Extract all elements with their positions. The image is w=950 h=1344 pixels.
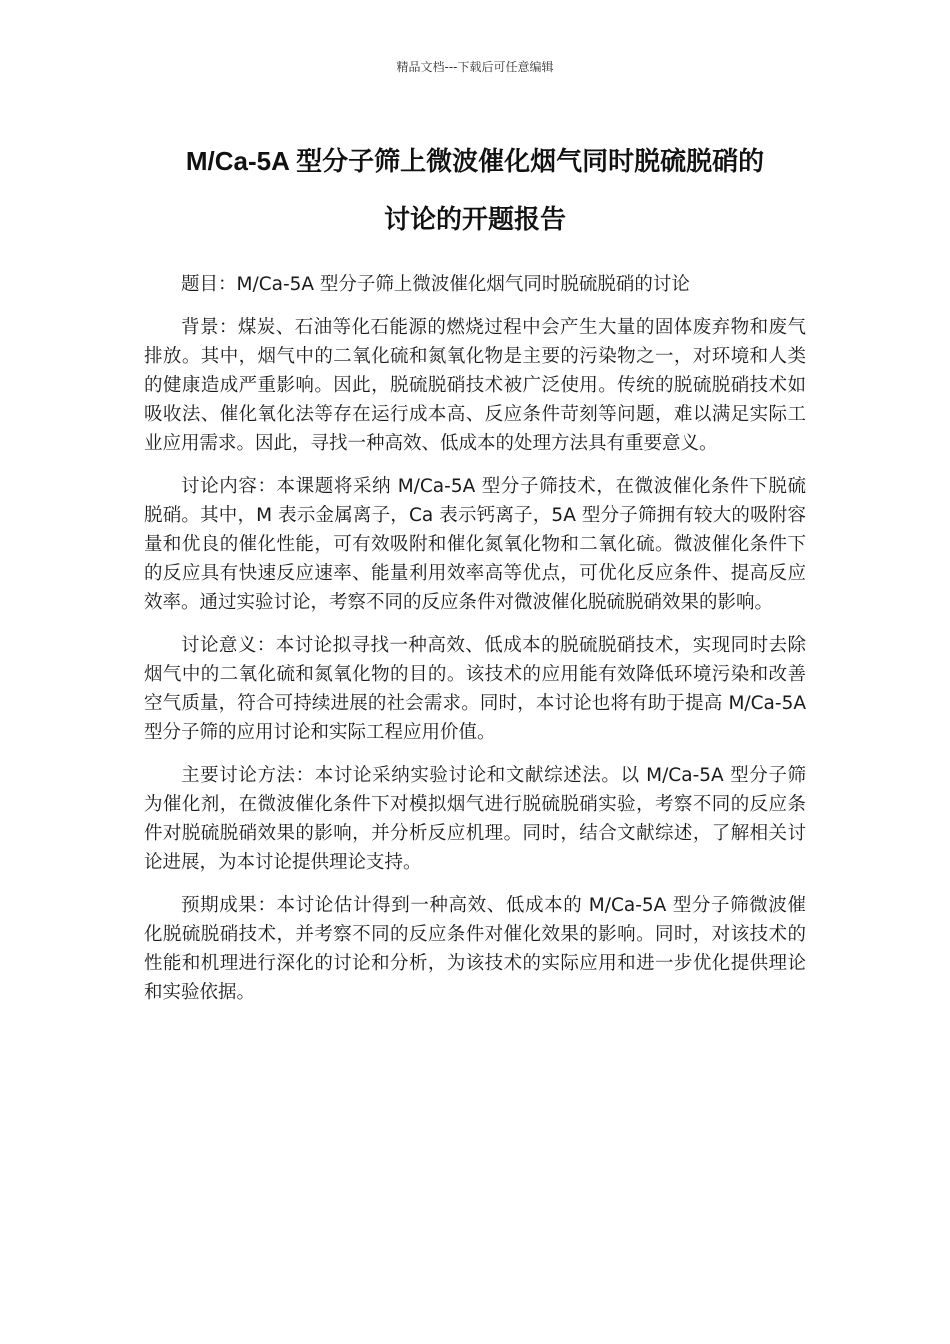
paragraph-methods: 主要讨论方法：本讨论采纳实验讨论和文献综述法。以 M/Ca-5A 型分子筛为催化剂，在微波催化条件下对模拟烟气进行脱硫脱硝实验，考察不同的反应条件对脱硫脱硝效果的影响，并分析反应机理。同时，结合文献综述，了解相关讨论进展，为本讨论提供理论支持。 (144, 765, 806, 873)
paragraph-topic: 题目：M/Ca-5A 型分子筛上微波催化烟气同时脱硫脱硝的讨论 (181, 274, 690, 295)
document-body (144, 270, 806, 1021)
paragraph-expected-results: 预期成果：本讨论估计得到一种高效、低成本的 M/Ca-5A 型分子筛微波催化脱硫脱硝技术，并考察不同的反应条件对催化效果的影响。同时，对该技术的性能和机理进行深化的讨论和分析，为该技术的实际应用和进一步优化提供理论和实验依据。 (144, 895, 806, 1003)
paragraph-content: 讨论内容：本课题将采纳 M/Ca-5A 型分子筛技术，在微波催化条件下脱硫脱硝。其中，M 表示金属离子，Ca 表示钙离子，5A 型分子筛拥有较大的吸附容量和优良的催化性能，可有效吸附和催化氮氧化物和二氧化硫。微波催化条件下的反应具有快速反应速率、能量利用效率高等优点，可优化反应条件、提高反应效率。通过实验讨论，考察不同的反应条件对微波催化脱硫脱硝效果的影响。 (144, 476, 806, 613)
paragraph-significance: 讨论意义：本讨论拟寻找一种高效、低成本的脱硫脱硝技术，实现同时去除烟气中的二氧化硫和氮氧化物的目的。该技术的应用能有效降低环境污染和改善空气质量，符合可持续进展的社会需求。同时，本讨论也将有助于提高 M/Ca-5A 型分子筛的应用讨论和实际工程应用价值。 (144, 635, 806, 743)
document-title (120, 132, 830, 248)
header-note: 精品文档---下载后可任意编辑 (396, 60, 554, 74)
paragraph-background: 背景：煤炭、石油等化石能源的燃烧过程中会产生大量的固体废弃物和废气排放。其中，烟气中的二氧化硫和氮氧化物是主要的污染物之一，对环境和人类的健康造成严重影响。因此，脱硫脱硝技术被广泛使用。传统的脱硫脱硝技术如吸收法、催化氧化法等存在运行成本高、反应条件苛刻等问题，难以满足实际工业应用需求。因此，寻找一种高效、低成本的处理方法具有重要意义。 (144, 317, 806, 454)
title-line-1: M/Ca-5A 型分子筛上微波催化烟气同时脱硫脱硝的 (185, 146, 765, 176)
title-line-2: 讨论的开题报告 (383, 204, 566, 234)
